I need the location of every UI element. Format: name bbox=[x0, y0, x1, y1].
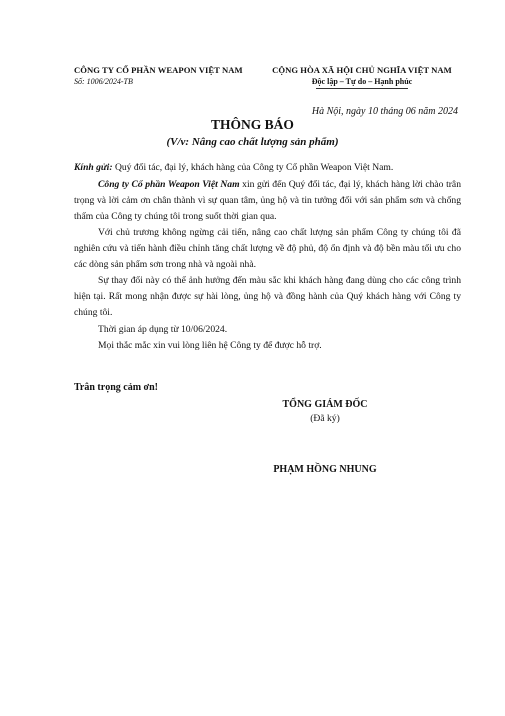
signer-role: TỔNG GIÁM ĐỐC bbox=[282, 399, 368, 410]
header-left bbox=[74, 65, 264, 86]
paragraph-5: Mọi thắc mắc xin vui lòng liên hệ Công ty để được hỗ trợ. bbox=[98, 340, 322, 351]
paragraph-2: Với chủ trương không ngừng cải tiến, nâng cao chất lượng sản phẩm Công ty chúng tôi đã nghiên cứu và tiến hành điều chỉnh tăng chất lượng về độ phủ, độ ổn định và độ bền màu tối ưu cho các dòng sản phẩm sơn trong nhà và ngoài nhà. bbox=[74, 227, 461, 270]
signed-note: (Đã ký) bbox=[310, 413, 340, 424]
motto-underline bbox=[316, 88, 408, 89]
paragraph-1-text: xin gửi đến Quý đối tác, đại lý, khách hàng lời chào trân trọng và lời cảm ơn chân thành vì sự quan tâm, ủng hộ và tin tưởng đối với sản phẩm sơn và chống thấm của Công ty chúng tôi trong suốt thời gian qua. bbox=[74, 179, 461, 222]
motto: Độc lập – Tự do – Hạnh phúc bbox=[311, 77, 413, 86]
paragraph-3: Sự thay đổi này có thể ảnh hưởng đến màu sắc khi khách hàng đang dùng cho các công trình hiện tại. Rất mong nhận được sự hài lòng, ủng hộ và đồng hành của Quý khách hàng với Công ty chúng tôi. bbox=[74, 275, 461, 318]
paragraph-1-company: Công ty Cổ phần Weapon Việt Nam bbox=[98, 179, 240, 190]
addressee-text: Quý đối tác, đại lý, khách hàng của Công ty Cổ phần Weapon Việt Nam. bbox=[112, 162, 394, 173]
header-right bbox=[262, 65, 462, 89]
addressee-line bbox=[74, 160, 461, 176]
date-line: Hà Nội, ngày 10 tháng 06 năm 2024 bbox=[311, 106, 458, 117]
closing-line: Trân trọng cảm ơn! bbox=[74, 382, 158, 393]
document-subject: (V/v: Nâng cao chất lượng sản phẩm) bbox=[166, 136, 339, 148]
addressee-label: Kính gửi: bbox=[74, 162, 113, 173]
document-number: Số: 1006/2024-TB bbox=[74, 77, 133, 86]
paragraph-1 bbox=[74, 177, 461, 225]
document-title: THÔNG BÁO bbox=[211, 117, 294, 132]
nation-name: CỘNG HÒA XÃ HỘI CHỦ NGHĨA VIỆT NAM bbox=[272, 65, 452, 75]
company-name: CÔNG TY CỔ PHẦN WEAPON VIỆT NAM bbox=[74, 65, 243, 75]
paragraph-4: Thời gian áp dụng từ 10/06/2024. bbox=[98, 324, 228, 335]
signer-name: PHẠM HỒNG NHUNG bbox=[273, 464, 377, 475]
